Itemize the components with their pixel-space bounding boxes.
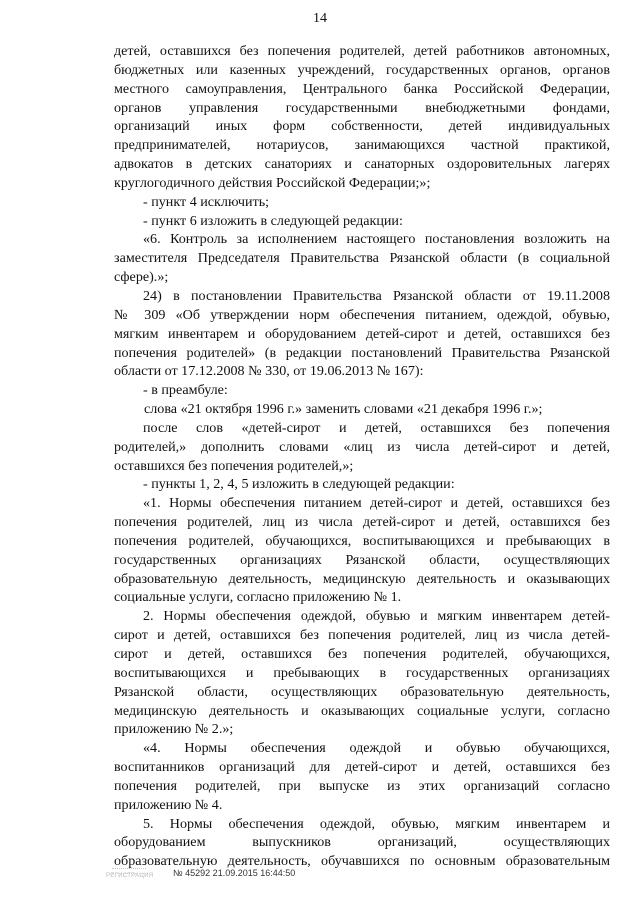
text-line: сирот и детей, оставшихся без попечения родителей, лиц из числа детей-	[114, 627, 610, 644]
text-line: 2. Нормы обеспечения одеждой, обувью и мягким инвентарем детей-	[143, 608, 610, 625]
document-body	[114, 42, 610, 871]
text-line: приложению № 2.»;	[114, 721, 234, 738]
text-line: организаций иных форм собственности, детей индивидуальных	[114, 118, 610, 135]
text-line: 24) в постановлении Правительства Рязанской области от 19.11.2008	[143, 287, 610, 304]
text-line: Рязанской области, осуществляющих образовательную деятельность,	[114, 683, 610, 700]
text-line: «4. Нормы обеспечения одеждой и обувью обучающихся,	[143, 740, 610, 757]
text-line: слова «21 октября 1996 г.» заменить словами «21 декабря 1996 г.»;	[144, 401, 543, 418]
text-line: детей, оставшихся без попечения родителей, детей работников автономных,	[114, 43, 610, 59]
text-line: - пункт 4 исключить;	[143, 193, 270, 210]
text-line: образовательную деятельность, медицинскую деятельность и оказывающих	[114, 570, 610, 587]
text-line: круглогодичного действия Российской Федерации;»;	[114, 174, 431, 191]
text-line: сирот и детей, оставшихся без попечения родителей, обучающихся,	[114, 646, 610, 662]
text-line: местного самоуправления, Центрального банка Российской Федерации,	[114, 80, 610, 97]
text-line: социальные услуги, согласно приложению № 1.	[114, 589, 402, 606]
text-line: № 309 «Об утверждении норм обеспечения питанием, одеждой, обувью,	[114, 306, 610, 323]
text-line: «6. Контроль за исполнением настоящего постановления возложить на	[143, 231, 610, 248]
text-line: бюджетных или казенных учреждений, государственных органов, органов	[114, 61, 610, 78]
text-line: попечения родителей» (в редакции постановлений Правительства Рязанской	[114, 344, 610, 361]
text-line: «1. Нормы обеспечения питанием детей-сирот и детей, оставшихся без	[143, 495, 610, 512]
text-line: 5. Нормы обеспечения одеждой, обувью, мягким инвентарем и	[143, 815, 610, 832]
text-line: области от 17.12.2008 № 330, от 19.06.2013 № 167):	[114, 363, 424, 380]
text-line: родителей,» дополнить словами «лиц из числа детей-сирот и детей,	[114, 438, 610, 455]
text-line: оставшихся без попечения родителей,»;	[114, 457, 354, 474]
text-line: - пункты 1, 2, 4, 5 изложить в следующей редакции:	[143, 476, 455, 493]
stamp-text: РЕГИСТРАЦИЯ	[106, 873, 154, 879]
text-line: попечения родителей, обучающихся, воспитывающихся и пребывающих в	[114, 532, 610, 549]
text-line: сфере).»;	[114, 269, 169, 286]
text-line: попечения родителей, при выпуске из этих организаций согласно	[114, 777, 610, 794]
text-line: образовательную деятельность, обучавшихся по основным образовательным	[114, 853, 610, 870]
document-reference: № 45292 21.09.2015 16:44:50	[173, 868, 296, 878]
text-line: приложению № 4.	[114, 796, 223, 813]
footer	[100, 866, 500, 882]
text-line: воспитывающихся и пребывающих в государственных организациях	[114, 664, 610, 681]
text-line: заместителя Председателя Правительства Рязанской области (в социальной	[114, 250, 610, 267]
page-number: 14	[313, 11, 327, 26]
text-line: предпринимателей, нотариусов, занимающихся частной практикой,	[114, 137, 610, 154]
text-line: адвокатов в детских санаториях и санаторных оздоровительных лагерях	[114, 156, 610, 173]
text-line: государственных организациях Рязанской области, осуществляющих	[114, 551, 610, 568]
text-line: попечения родителей, лиц из числа детей-сирот и детей, оставшихся без	[114, 514, 610, 531]
text-line: после слов «детей-сирот и детей, оставшихся без попечения	[143, 419, 610, 436]
registration-stamp	[100, 866, 162, 880]
text-line: - пункт 6 изложить в следующей редакции:	[143, 212, 403, 229]
text-line: медицинскую деятельность и оказывающих социальные услуги, согласно	[114, 702, 610, 719]
text-line: оборудованием выпускников организаций, осуществляющих	[114, 834, 610, 851]
text-line: органов управления государственными внебюджетными фондами,	[114, 99, 610, 116]
text-line: воспитанников организаций для детей-сирот и детей, оставшихся без	[114, 759, 610, 776]
text-line: - в преамбуле:	[143, 382, 228, 399]
text-line: мягким инвентарем и оборудованием детей-сирот и детей, оставшихся без	[114, 325, 610, 342]
